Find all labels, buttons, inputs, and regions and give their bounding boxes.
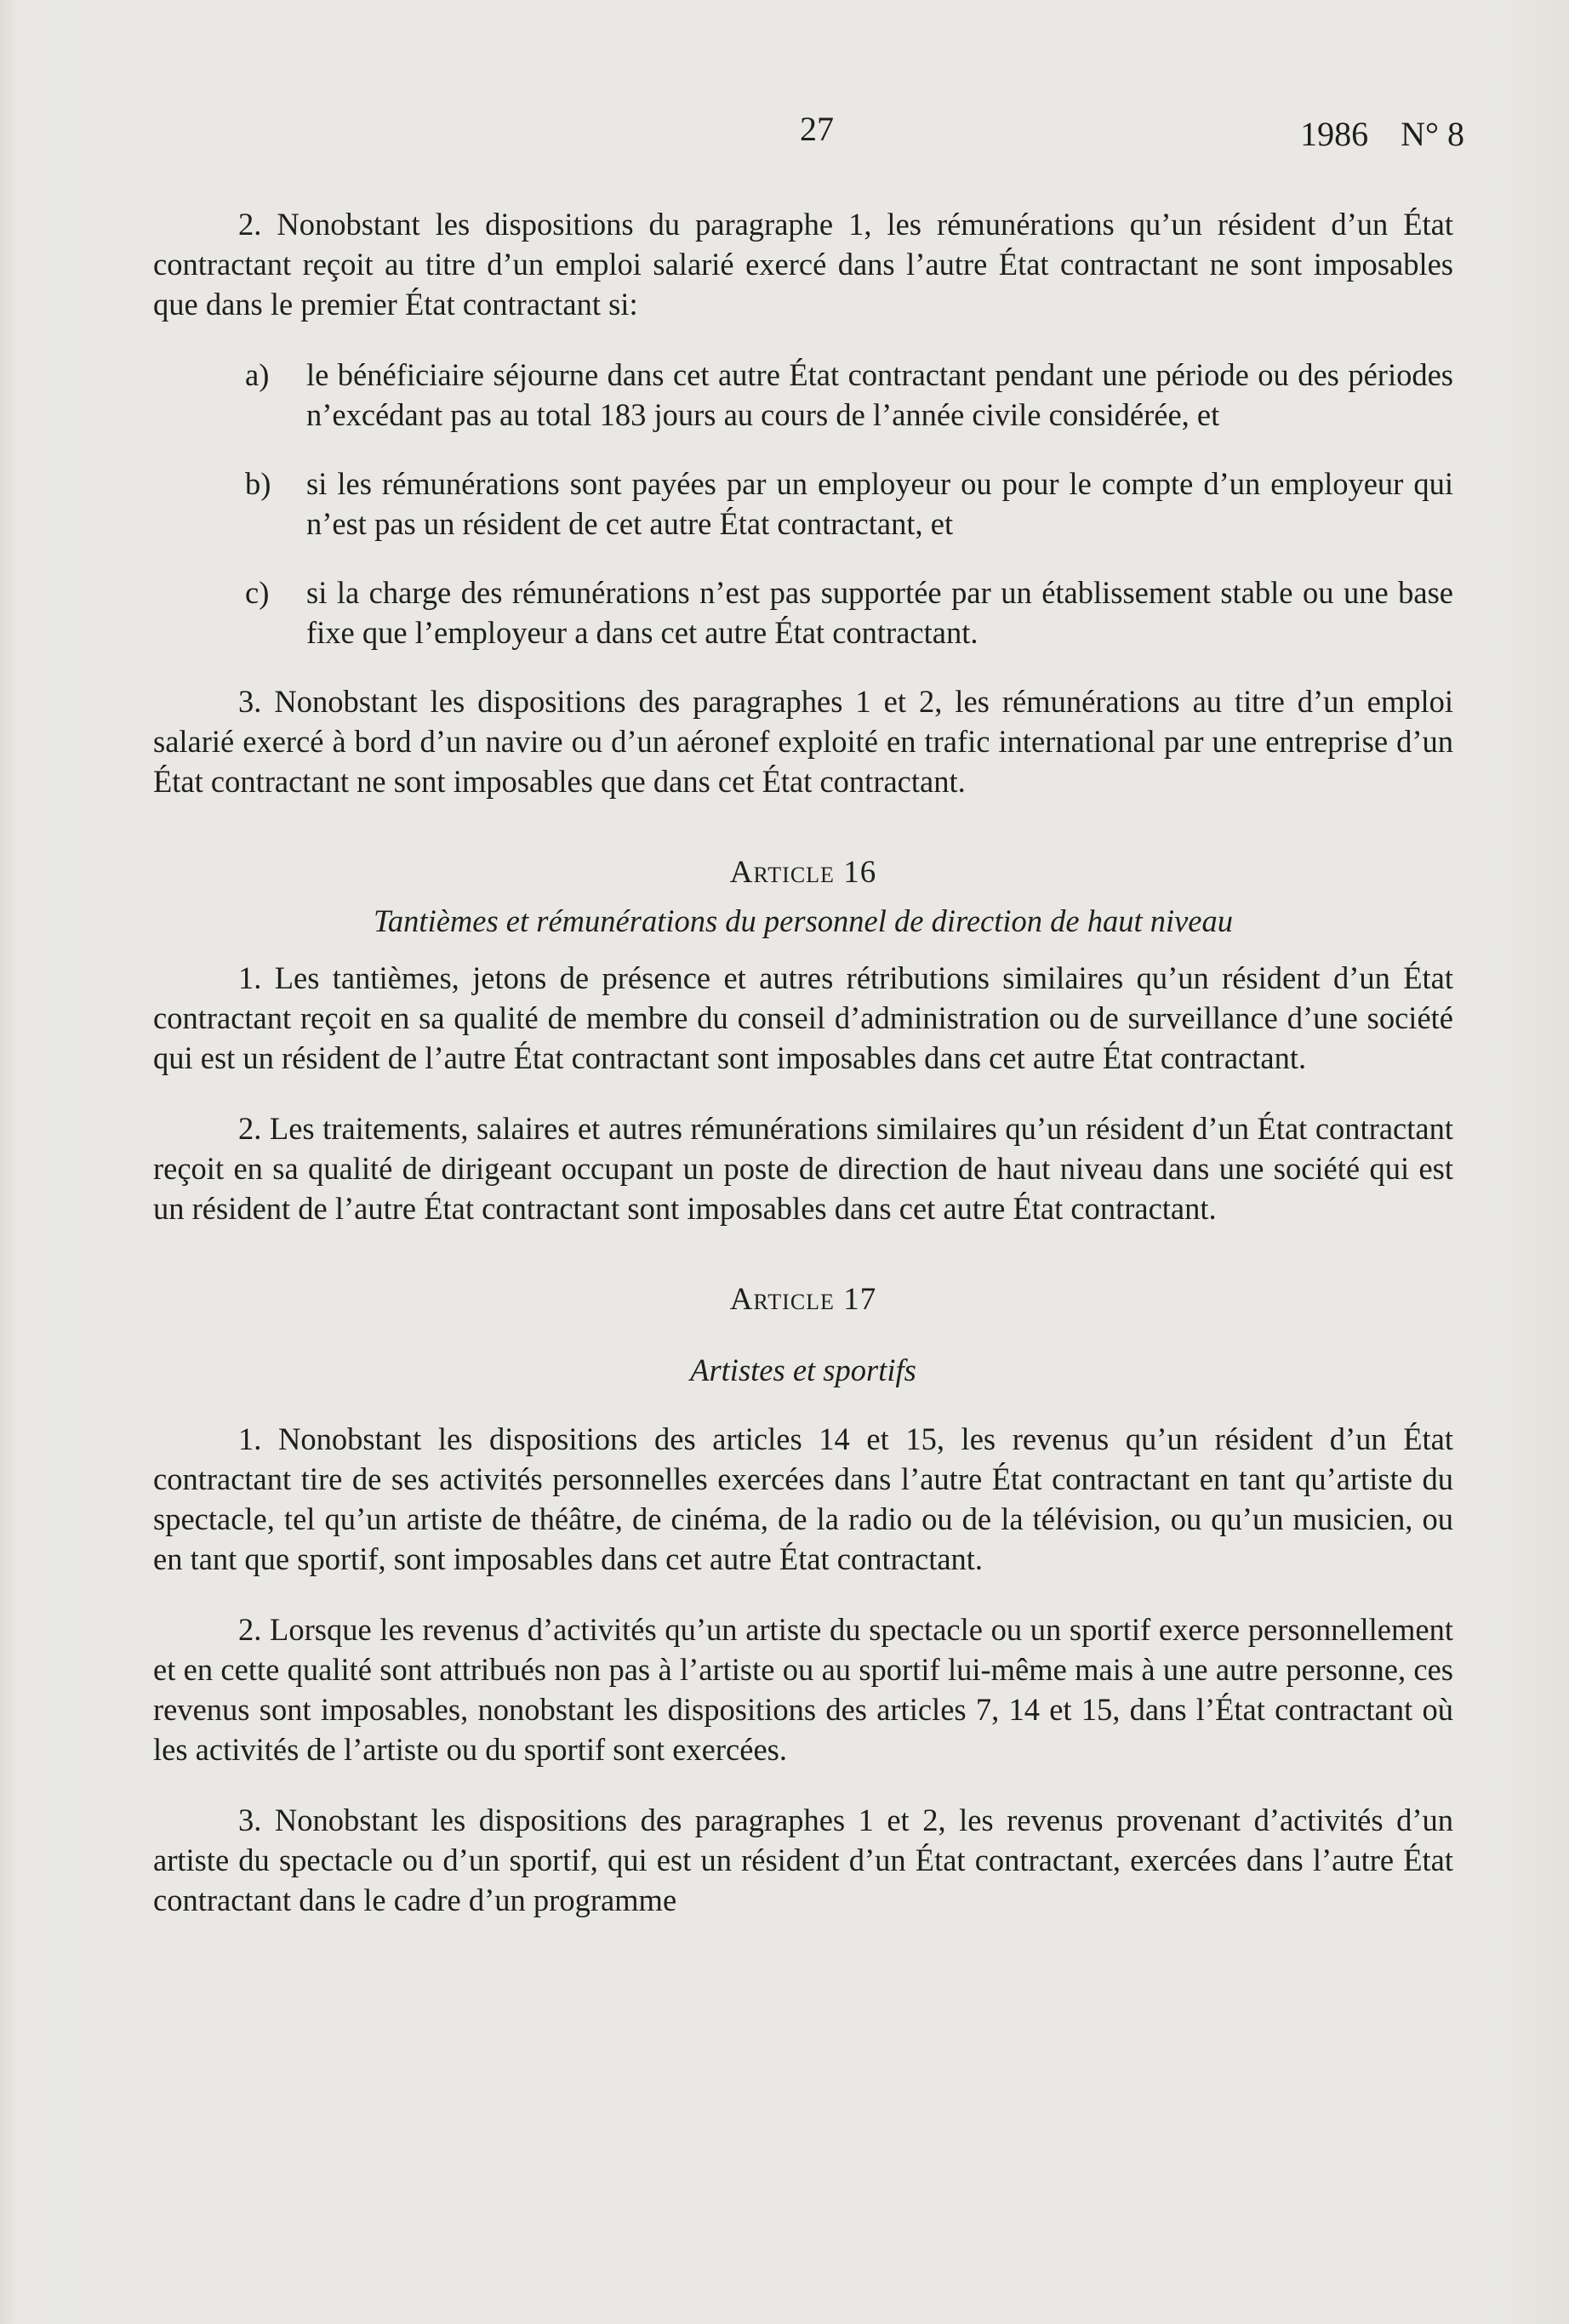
paragraph-16-1: 1. Les tantièmes, jetons de présence et autres rétributions similaires qu’un résident d’un État contractant reçoit en sa qualité de membre du conseil d’administration ou de surveillance d’une société qui est un résident de l’autre État contractant sont imposables dans cet autre État contractant. bbox=[153, 960, 1453, 1075]
paragraph-15-2: 2. Nonobstant les dispositions du paragraphe 1, les rémunérations qu’un résident d’un État contractant reçoit au titre d’un emploi salarié exercé dans l’autre État contractant ne sont imposables que dans le premier État contractant si: bbox=[153, 207, 1453, 322]
article-17-heading: Article 17 bbox=[729, 1282, 877, 1317]
list-item-text: le bénéficiaire séjourne dans cet autre État contractant pendant une période ou des périodes n’excédant pas au total 183 jours au cours de l’année civile considérée, et bbox=[306, 357, 1453, 432]
paragraph-17-3: 3. Nonobstant les dispositions des paragraphes 1 et 2, les revenus provenant d’activités d’un artiste du spectacle ou d’un sportif, qui est un résident d’un État contractant, exercées dans l’autre État contractant dans le cadre d’un programme bbox=[153, 1803, 1453, 1917]
list-item-text: si les rémunérations sont payées par un employeur ou pour le compte d’un employeur qui n’est pas un résident de cet autre État contractant, et bbox=[306, 466, 1453, 541]
paragraph-17-1: 1. Nonobstant les dispositions des articles 14 et 15, les revenus qu’un résident d’un État contractant tire de ses activités personnelles exercées dans l’autre État contractant en tant qu’artiste du spectacle, tel qu’un artiste de théâtre, de cinéma, de la radio ou de la télévision, ou qu’un musicien, ou en tant que sportif, sont imposables dans cet autre État contractant. bbox=[153, 1421, 1453, 1576]
issue-number: N° 8 bbox=[1401, 115, 1464, 153]
publication-reference bbox=[1300, 114, 1464, 154]
paragraph-15-3: 3. Nonobstant les dispositions des paragraphes 1 et 2, les rémunérations au titre d’un emploi salarié exercé à bord d’un navire ou d’un aéronef exploité en trafic international par une entreprise d’un État contractant ne sont imposables que dans cet État contractant. bbox=[153, 684, 1453, 799]
list-item-a bbox=[153, 355, 1453, 435]
article-16-title: Tantièmes et rémunérations du personnel de direction de haut niveau bbox=[373, 903, 1234, 938]
list-item-b bbox=[153, 464, 1453, 544]
page-header bbox=[0, 109, 1569, 160]
article-17-title: Artistes et sportifs bbox=[690, 1353, 916, 1387]
list-item-label: a) bbox=[245, 357, 270, 392]
page-number: 27 bbox=[800, 110, 834, 148]
publication-year: 1986 bbox=[1300, 115, 1369, 153]
paragraph-16-2: 2. Les traitements, salaires et autres rémunérations similaires qu’un résident d’un État contractant reçoit en sa qualité de dirigeant occupant un poste de direction de haut niveau dans une société qui est un résident de l’autre État contractant sont imposables dans cet autre État contractant. bbox=[153, 1111, 1453, 1226]
list-item-label: c) bbox=[245, 575, 270, 610]
list-item-label: b) bbox=[245, 466, 271, 501]
list-item-text: si la charge des rémunérations n’est pas supportée par un établissement stable ou une base fixe que l’employeur a dans cet autre État contractant. bbox=[306, 575, 1453, 650]
paragraph-17-2: 2. Lorsque les revenus d’activités qu’un artiste du spectacle ou un sportif exerce personnellement et en cette qualité sont attribués non pas à l’artiste ou au sportif lui-même mais à une autre personne, ces revenus sont imposables, nonobstant les dispositions des articles 7, 14 et 15, dans l’État contractant où les activités de l’artiste ou du sportif sont exercées. bbox=[153, 1612, 1453, 1767]
list-item-c bbox=[153, 572, 1453, 652]
document-body bbox=[153, 204, 1453, 1951]
article-16-heading: Article 16 bbox=[729, 855, 877, 890]
